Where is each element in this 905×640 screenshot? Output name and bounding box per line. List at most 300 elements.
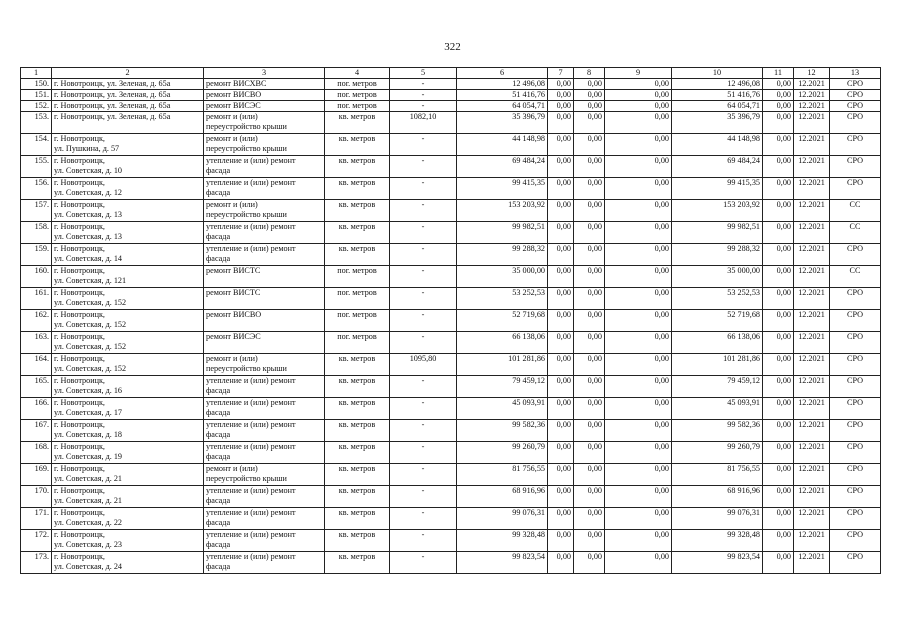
fund-cell: 0,00 <box>574 332 605 354</box>
row-number-cell: 160. <box>21 266 52 288</box>
column-header: 2 <box>52 68 204 79</box>
fund-cell: 0,00 <box>574 266 605 288</box>
quantity-cell: - <box>390 332 457 354</box>
total-cost-cell: 99 076,31 <box>457 508 548 530</box>
completion-date-cell: 12.2021 <box>794 266 830 288</box>
table-row <box>21 79 881 90</box>
other-funds-cell: 0,00 <box>763 486 794 508</box>
other-funds-cell: 0,00 <box>763 376 794 398</box>
column-header: 6 <box>457 68 548 79</box>
address-cell: г. Новотроицк, ул. Советская, д. 18 <box>52 420 204 442</box>
quantity-cell: - <box>390 398 457 420</box>
total-cost-cell: 153 203,92 <box>457 200 548 222</box>
fund-cell: 0,00 <box>548 266 574 288</box>
fund-cell: 0,00 <box>605 508 672 530</box>
column-header: 9 <box>605 68 672 79</box>
row-number-cell: 168. <box>21 442 52 464</box>
quantity-cell: - <box>390 156 457 178</box>
total-cost-cell: 35 396,79 <box>457 112 548 134</box>
fund-method-cell: СРО <box>830 552 881 574</box>
column-header: 3 <box>204 68 325 79</box>
fund-cell: 0,00 <box>574 486 605 508</box>
total-cost-cell: 99 982,51 <box>457 222 548 244</box>
table-row <box>21 332 881 354</box>
fund-method-cell: СРО <box>830 156 881 178</box>
fund-method-cell: СРО <box>830 134 881 156</box>
fund-cell: 0,00 <box>548 486 574 508</box>
fund-cell: 0,00 <box>574 376 605 398</box>
column-number-row <box>21 68 881 79</box>
address-cell: г. Новотроицк, ул. Советская, д. 13 <box>52 200 204 222</box>
quantity-cell: - <box>390 310 457 332</box>
other-funds-cell: 0,00 <box>763 420 794 442</box>
fund-cell: 0,00 <box>605 156 672 178</box>
quantity-cell: - <box>390 376 457 398</box>
table-row <box>21 112 881 134</box>
fund-method-cell: СРО <box>830 310 881 332</box>
work-type-cell: утепление и (или) ремонт фасада <box>204 508 325 530</box>
row-number-cell: 162. <box>21 310 52 332</box>
table-row <box>21 244 881 266</box>
table-row <box>21 530 881 552</box>
address-cell: г. Новотроицк, ул. Советская, д. 152 <box>52 332 204 354</box>
fund-cell: 0,00 <box>605 398 672 420</box>
fund-cell: 0,00 <box>548 376 574 398</box>
unit-cell: кв. метров <box>325 508 390 530</box>
column-header: 11 <box>763 68 794 79</box>
table-row <box>21 464 881 486</box>
row-number-cell: 158. <box>21 222 52 244</box>
completion-date-cell: 12.2021 <box>794 90 830 101</box>
fund-cell: 0,00 <box>548 464 574 486</box>
fund-cell: 0,00 <box>574 178 605 200</box>
work-type-cell: ремонт и (или) переустройство крыши <box>204 354 325 376</box>
address-cell: г. Новотроицк, ул. Советская, д. 121 <box>52 266 204 288</box>
total-cost-cell: 79 459,12 <box>457 376 548 398</box>
other-funds-cell: 0,00 <box>763 442 794 464</box>
other-funds-cell: 0,00 <box>763 101 794 112</box>
row-number-cell: 172. <box>21 530 52 552</box>
owner-funds-cell: 99 582,36 <box>672 420 763 442</box>
work-type-cell: ремонт ВИСЭС <box>204 101 325 112</box>
quantity-cell: - <box>390 244 457 266</box>
work-type-cell: утепление и (или) ремонт фасада <box>204 156 325 178</box>
address-cell: г. Новотроицк, ул. Зеленая, д. 65а <box>52 79 204 90</box>
fund-cell: 0,00 <box>574 354 605 376</box>
total-cost-cell: 101 281,86 <box>457 354 548 376</box>
column-header: 10 <box>672 68 763 79</box>
other-funds-cell: 0,00 <box>763 530 794 552</box>
fund-cell: 0,00 <box>605 266 672 288</box>
unit-cell: кв. метров <box>325 530 390 552</box>
fund-cell: 0,00 <box>574 530 605 552</box>
fund-cell: 0,00 <box>574 420 605 442</box>
table-row <box>21 310 881 332</box>
completion-date-cell: 12.2021 <box>794 464 830 486</box>
quantity-cell: - <box>390 178 457 200</box>
column-header: 1 <box>21 68 52 79</box>
table-row <box>21 552 881 574</box>
table-row <box>21 376 881 398</box>
unit-cell: кв. метров <box>325 244 390 266</box>
row-number-cell: 169. <box>21 464 52 486</box>
completion-date-cell: 12.2021 <box>794 156 830 178</box>
quantity-cell: - <box>390 420 457 442</box>
owner-funds-cell: 51 416,76 <box>672 90 763 101</box>
fund-cell: 0,00 <box>605 112 672 134</box>
row-number-cell: 155. <box>21 156 52 178</box>
row-number-cell: 166. <box>21 398 52 420</box>
quantity-cell: - <box>390 222 457 244</box>
fund-cell: 0,00 <box>548 156 574 178</box>
completion-date-cell: 12.2021 <box>794 288 830 310</box>
unit-cell: пог. метров <box>325 79 390 90</box>
owner-funds-cell: 99 288,32 <box>672 244 763 266</box>
quantity-cell: - <box>390 442 457 464</box>
row-number-cell: 151. <box>21 90 52 101</box>
work-type-cell: утепление и (или) ремонт фасада <box>204 244 325 266</box>
address-cell: г. Новотроицк, ул. Зеленая, д. 65а <box>52 90 204 101</box>
total-cost-cell: 99 328,48 <box>457 530 548 552</box>
table-row <box>21 222 881 244</box>
fund-cell: 0,00 <box>548 222 574 244</box>
total-cost-cell: 99 288,32 <box>457 244 548 266</box>
unit-cell: кв. метров <box>325 464 390 486</box>
other-funds-cell: 0,00 <box>763 464 794 486</box>
unit-cell: кв. метров <box>325 376 390 398</box>
fund-method-cell: СРО <box>830 244 881 266</box>
fund-cell: 0,00 <box>548 398 574 420</box>
owner-funds-cell: 99 415,35 <box>672 178 763 200</box>
other-funds-cell: 0,00 <box>763 222 794 244</box>
quantity-cell: - <box>390 90 457 101</box>
fund-cell: 0,00 <box>548 200 574 222</box>
fund-cell: 0,00 <box>548 79 574 90</box>
row-number-cell: 159. <box>21 244 52 266</box>
fund-cell: 0,00 <box>605 486 672 508</box>
work-type-cell: ремонт ВИСХВС <box>204 79 325 90</box>
fund-cell: 0,00 <box>574 134 605 156</box>
fund-cell: 0,00 <box>548 178 574 200</box>
fund-cell: 0,00 <box>574 442 605 464</box>
quantity-cell: - <box>390 288 457 310</box>
owner-funds-cell: 68 916,96 <box>672 486 763 508</box>
other-funds-cell: 0,00 <box>763 178 794 200</box>
address-cell: г. Новотроицк, ул. Советская, д. 23 <box>52 530 204 552</box>
address-cell: г. Новотроицк, ул. Советская, д. 152 <box>52 310 204 332</box>
fund-cell: 0,00 <box>605 178 672 200</box>
column-header: 5 <box>390 68 457 79</box>
table-row <box>21 442 881 464</box>
row-number-cell: 157. <box>21 200 52 222</box>
fund-cell: 0,00 <box>574 398 605 420</box>
fund-cell: 0,00 <box>605 134 672 156</box>
fund-cell: 0,00 <box>548 112 574 134</box>
fund-method-cell: СРО <box>830 79 881 90</box>
completion-date-cell: 12.2021 <box>794 376 830 398</box>
address-cell: г. Новотроицк, ул. Советская, д. 13 <box>52 222 204 244</box>
other-funds-cell: 0,00 <box>763 266 794 288</box>
unit-cell: кв. метров <box>325 486 390 508</box>
fund-cell: 0,00 <box>605 420 672 442</box>
work-type-cell: утепление и (или) ремонт фасада <box>204 530 325 552</box>
completion-date-cell: 12.2021 <box>794 79 830 90</box>
total-cost-cell: 99 260,79 <box>457 442 548 464</box>
unit-cell: пог. метров <box>325 332 390 354</box>
fund-cell: 0,00 <box>548 332 574 354</box>
completion-date-cell: 12.2021 <box>794 354 830 376</box>
unit-cell: кв. метров <box>325 552 390 574</box>
total-cost-cell: 69 484,24 <box>457 156 548 178</box>
completion-date-cell: 12.2021 <box>794 101 830 112</box>
work-type-cell: ремонт ВИСЭС <box>204 332 325 354</box>
page-number: 322 <box>444 41 461 53</box>
total-cost-cell: 52 719,68 <box>457 310 548 332</box>
table-row <box>21 101 881 112</box>
fund-cell: 0,00 <box>574 552 605 574</box>
work-type-cell: утепление и (или) ремонт фасада <box>204 178 325 200</box>
quantity-cell: - <box>390 79 457 90</box>
fund-method-cell: СРО <box>830 464 881 486</box>
unit-cell: пог. метров <box>325 101 390 112</box>
fund-cell: 0,00 <box>548 101 574 112</box>
total-cost-cell: 44 148,98 <box>457 134 548 156</box>
row-number-cell: 152. <box>21 101 52 112</box>
work-type-cell: утепление и (или) ремонт фасада <box>204 442 325 464</box>
work-type-cell: утепление и (или) ремонт фасада <box>204 376 325 398</box>
other-funds-cell: 0,00 <box>763 79 794 90</box>
fund-method-cell: СРО <box>830 354 881 376</box>
row-number-cell: 161. <box>21 288 52 310</box>
work-type-cell: ремонт и (или) переустройство крыши <box>204 112 325 134</box>
row-number-cell: 165. <box>21 376 52 398</box>
address-cell: г. Новотроицк, ул. Советская, д. 21 <box>52 486 204 508</box>
table-row <box>21 90 881 101</box>
completion-date-cell: 12.2021 <box>794 508 830 530</box>
address-cell: г. Новотроицк, ул. Зеленая, д. 65а <box>52 112 204 134</box>
fund-cell: 0,00 <box>605 288 672 310</box>
table-row <box>21 420 881 442</box>
table-row <box>21 266 881 288</box>
completion-date-cell: 12.2021 <box>794 112 830 134</box>
fund-cell: 0,00 <box>574 244 605 266</box>
fund-cell: 0,00 <box>605 332 672 354</box>
total-cost-cell: 99 823,54 <box>457 552 548 574</box>
table-row <box>21 508 881 530</box>
fund-method-cell: СС <box>830 222 881 244</box>
fund-cell: 0,00 <box>605 354 672 376</box>
fund-method-cell: СРО <box>830 442 881 464</box>
fund-cell: 0,00 <box>548 310 574 332</box>
completion-date-cell: 12.2021 <box>794 442 830 464</box>
fund-cell: 0,00 <box>605 442 672 464</box>
unit-cell: кв. метров <box>325 222 390 244</box>
total-cost-cell: 66 138,06 <box>457 332 548 354</box>
unit-cell: кв. метров <box>325 200 390 222</box>
row-number-cell: 173. <box>21 552 52 574</box>
fund-method-cell: СРО <box>830 530 881 552</box>
completion-date-cell: 12.2021 <box>794 244 830 266</box>
total-cost-cell: 53 252,53 <box>457 288 548 310</box>
row-number-cell: 171. <box>21 508 52 530</box>
other-funds-cell: 0,00 <box>763 508 794 530</box>
unit-cell: пог. метров <box>325 266 390 288</box>
row-number-cell: 156. <box>21 178 52 200</box>
fund-method-cell: СРО <box>830 376 881 398</box>
other-funds-cell: 0,00 <box>763 332 794 354</box>
fund-cell: 0,00 <box>574 90 605 101</box>
owner-funds-cell: 64 054,71 <box>672 101 763 112</box>
unit-cell: кв. метров <box>325 420 390 442</box>
address-cell: г. Новотроицк, ул. Советская, д. 16 <box>52 376 204 398</box>
owner-funds-cell: 69 484,24 <box>672 156 763 178</box>
other-funds-cell: 0,00 <box>763 134 794 156</box>
owner-funds-cell: 35 000,00 <box>672 266 763 288</box>
work-type-cell: ремонт ВИСВО <box>204 310 325 332</box>
unit-cell: кв. метров <box>325 178 390 200</box>
unit-cell: кв. метров <box>325 442 390 464</box>
owner-funds-cell: 99 982,51 <box>672 222 763 244</box>
fund-cell: 0,00 <box>605 244 672 266</box>
fund-cell: 0,00 <box>548 244 574 266</box>
address-cell: г. Новотроицк, ул. Советская, д. 17 <box>52 398 204 420</box>
fund-method-cell: СРО <box>830 398 881 420</box>
completion-date-cell: 12.2021 <box>794 310 830 332</box>
work-type-cell: утепление и (или) ремонт фасада <box>204 222 325 244</box>
fund-method-cell: СРО <box>830 101 881 112</box>
fund-cell: 0,00 <box>548 530 574 552</box>
row-number-cell: 170. <box>21 486 52 508</box>
owner-funds-cell: 53 252,53 <box>672 288 763 310</box>
fund-cell: 0,00 <box>548 442 574 464</box>
other-funds-cell: 0,00 <box>763 244 794 266</box>
fund-cell: 0,00 <box>548 420 574 442</box>
total-cost-cell: 68 916,96 <box>457 486 548 508</box>
quantity-cell: - <box>390 101 457 112</box>
table-row <box>21 178 881 200</box>
fund-cell: 0,00 <box>605 90 672 101</box>
owner-funds-cell: 99 260,79 <box>672 442 763 464</box>
work-type-cell: утепление и (или) ремонт фасада <box>204 420 325 442</box>
fund-cell: 0,00 <box>574 112 605 134</box>
fund-cell: 0,00 <box>605 79 672 90</box>
unit-cell: пог. метров <box>325 310 390 332</box>
unit-cell: кв. метров <box>325 112 390 134</box>
unit-cell: кв. метров <box>325 134 390 156</box>
column-header: 13 <box>830 68 881 79</box>
address-cell: г. Новотроицк, ул. Советская, д. 24 <box>52 552 204 574</box>
owner-funds-cell: 153 203,92 <box>672 200 763 222</box>
unit-cell: пог. метров <box>325 288 390 310</box>
table-row <box>21 288 881 310</box>
address-cell: г. Новотроицк, ул. Советская, д. 12 <box>52 178 204 200</box>
address-cell: г. Новотроицк, ул. Пушкина, д. 57 <box>52 134 204 156</box>
quantity-cell: - <box>390 552 457 574</box>
row-number-cell: 167. <box>21 420 52 442</box>
completion-date-cell: 12.2021 <box>794 332 830 354</box>
table-body <box>21 79 881 574</box>
owner-funds-cell: 45 093,91 <box>672 398 763 420</box>
fund-cell: 0,00 <box>605 464 672 486</box>
address-cell: г. Новотроицк, ул. Советская, д. 19 <box>52 442 204 464</box>
work-type-cell: утепление и (или) ремонт фасада <box>204 486 325 508</box>
fund-method-cell: СС <box>830 200 881 222</box>
register-table <box>20 67 881 574</box>
other-funds-cell: 0,00 <box>763 200 794 222</box>
address-cell: г. Новотроицк, ул. Советская, д. 10 <box>52 156 204 178</box>
fund-cell: 0,00 <box>605 101 672 112</box>
quantity-cell: - <box>390 508 457 530</box>
fund-method-cell: СРО <box>830 178 881 200</box>
completion-date-cell: 12.2021 <box>794 530 830 552</box>
fund-method-cell: СРО <box>830 90 881 101</box>
completion-date-cell: 12.2021 <box>794 200 830 222</box>
work-type-cell: ремонт и (или) переустройство крыши <box>204 464 325 486</box>
other-funds-cell: 0,00 <box>763 288 794 310</box>
owner-funds-cell: 101 281,86 <box>672 354 763 376</box>
fund-cell: 0,00 <box>548 552 574 574</box>
quantity-cell: - <box>390 200 457 222</box>
other-funds-cell: 0,00 <box>763 354 794 376</box>
fund-method-cell: СРО <box>830 288 881 310</box>
completion-date-cell: 12.2021 <box>794 486 830 508</box>
completion-date-cell: 12.2021 <box>794 552 830 574</box>
work-type-cell: ремонт ВИСВО <box>204 90 325 101</box>
other-funds-cell: 0,00 <box>763 90 794 101</box>
table-row <box>21 486 881 508</box>
work-type-cell: утепление и (или) ремонт фасада <box>204 552 325 574</box>
address-cell: г. Новотроицк, ул. Советская, д. 152 <box>52 288 204 310</box>
total-cost-cell: 81 756,55 <box>457 464 548 486</box>
fund-cell: 0,00 <box>605 310 672 332</box>
other-funds-cell: 0,00 <box>763 156 794 178</box>
fund-cell: 0,00 <box>548 134 574 156</box>
fund-cell: 0,00 <box>574 508 605 530</box>
table-row <box>21 134 881 156</box>
fund-method-cell: СРО <box>830 112 881 134</box>
work-type-cell: ремонт ВИСТС <box>204 266 325 288</box>
fund-cell: 0,00 <box>574 464 605 486</box>
owner-funds-cell: 12 496,08 <box>672 79 763 90</box>
other-funds-cell: 0,00 <box>763 398 794 420</box>
work-type-cell: утепление и (или) ремонт фасада <box>204 398 325 420</box>
fund-cell: 0,00 <box>605 376 672 398</box>
column-header: 7 <box>548 68 574 79</box>
total-cost-cell: 51 416,76 <box>457 90 548 101</box>
owner-funds-cell: 81 756,55 <box>672 464 763 486</box>
work-type-cell: ремонт ВИСТС <box>204 288 325 310</box>
fund-method-cell: СРО <box>830 332 881 354</box>
other-funds-cell: 0,00 <box>763 310 794 332</box>
address-cell: г. Новотроицк, ул. Советская, д. 22 <box>52 508 204 530</box>
fund-cell: 0,00 <box>574 200 605 222</box>
unit-cell: кв. метров <box>325 398 390 420</box>
fund-method-cell: СРО <box>830 420 881 442</box>
owner-funds-cell: 66 138,06 <box>672 332 763 354</box>
fund-cell: 0,00 <box>574 156 605 178</box>
address-cell: г. Новотроицк, ул. Советская, д. 21 <box>52 464 204 486</box>
owner-funds-cell: 99 823,54 <box>672 552 763 574</box>
column-header: 8 <box>574 68 605 79</box>
total-cost-cell: 45 093,91 <box>457 398 548 420</box>
column-header: 4 <box>325 68 390 79</box>
table-row <box>21 200 881 222</box>
fund-cell: 0,00 <box>548 354 574 376</box>
total-cost-cell: 64 054,71 <box>457 101 548 112</box>
fund-cell: 0,00 <box>605 552 672 574</box>
row-number-cell: 150. <box>21 79 52 90</box>
total-cost-cell: 99 415,35 <box>457 178 548 200</box>
